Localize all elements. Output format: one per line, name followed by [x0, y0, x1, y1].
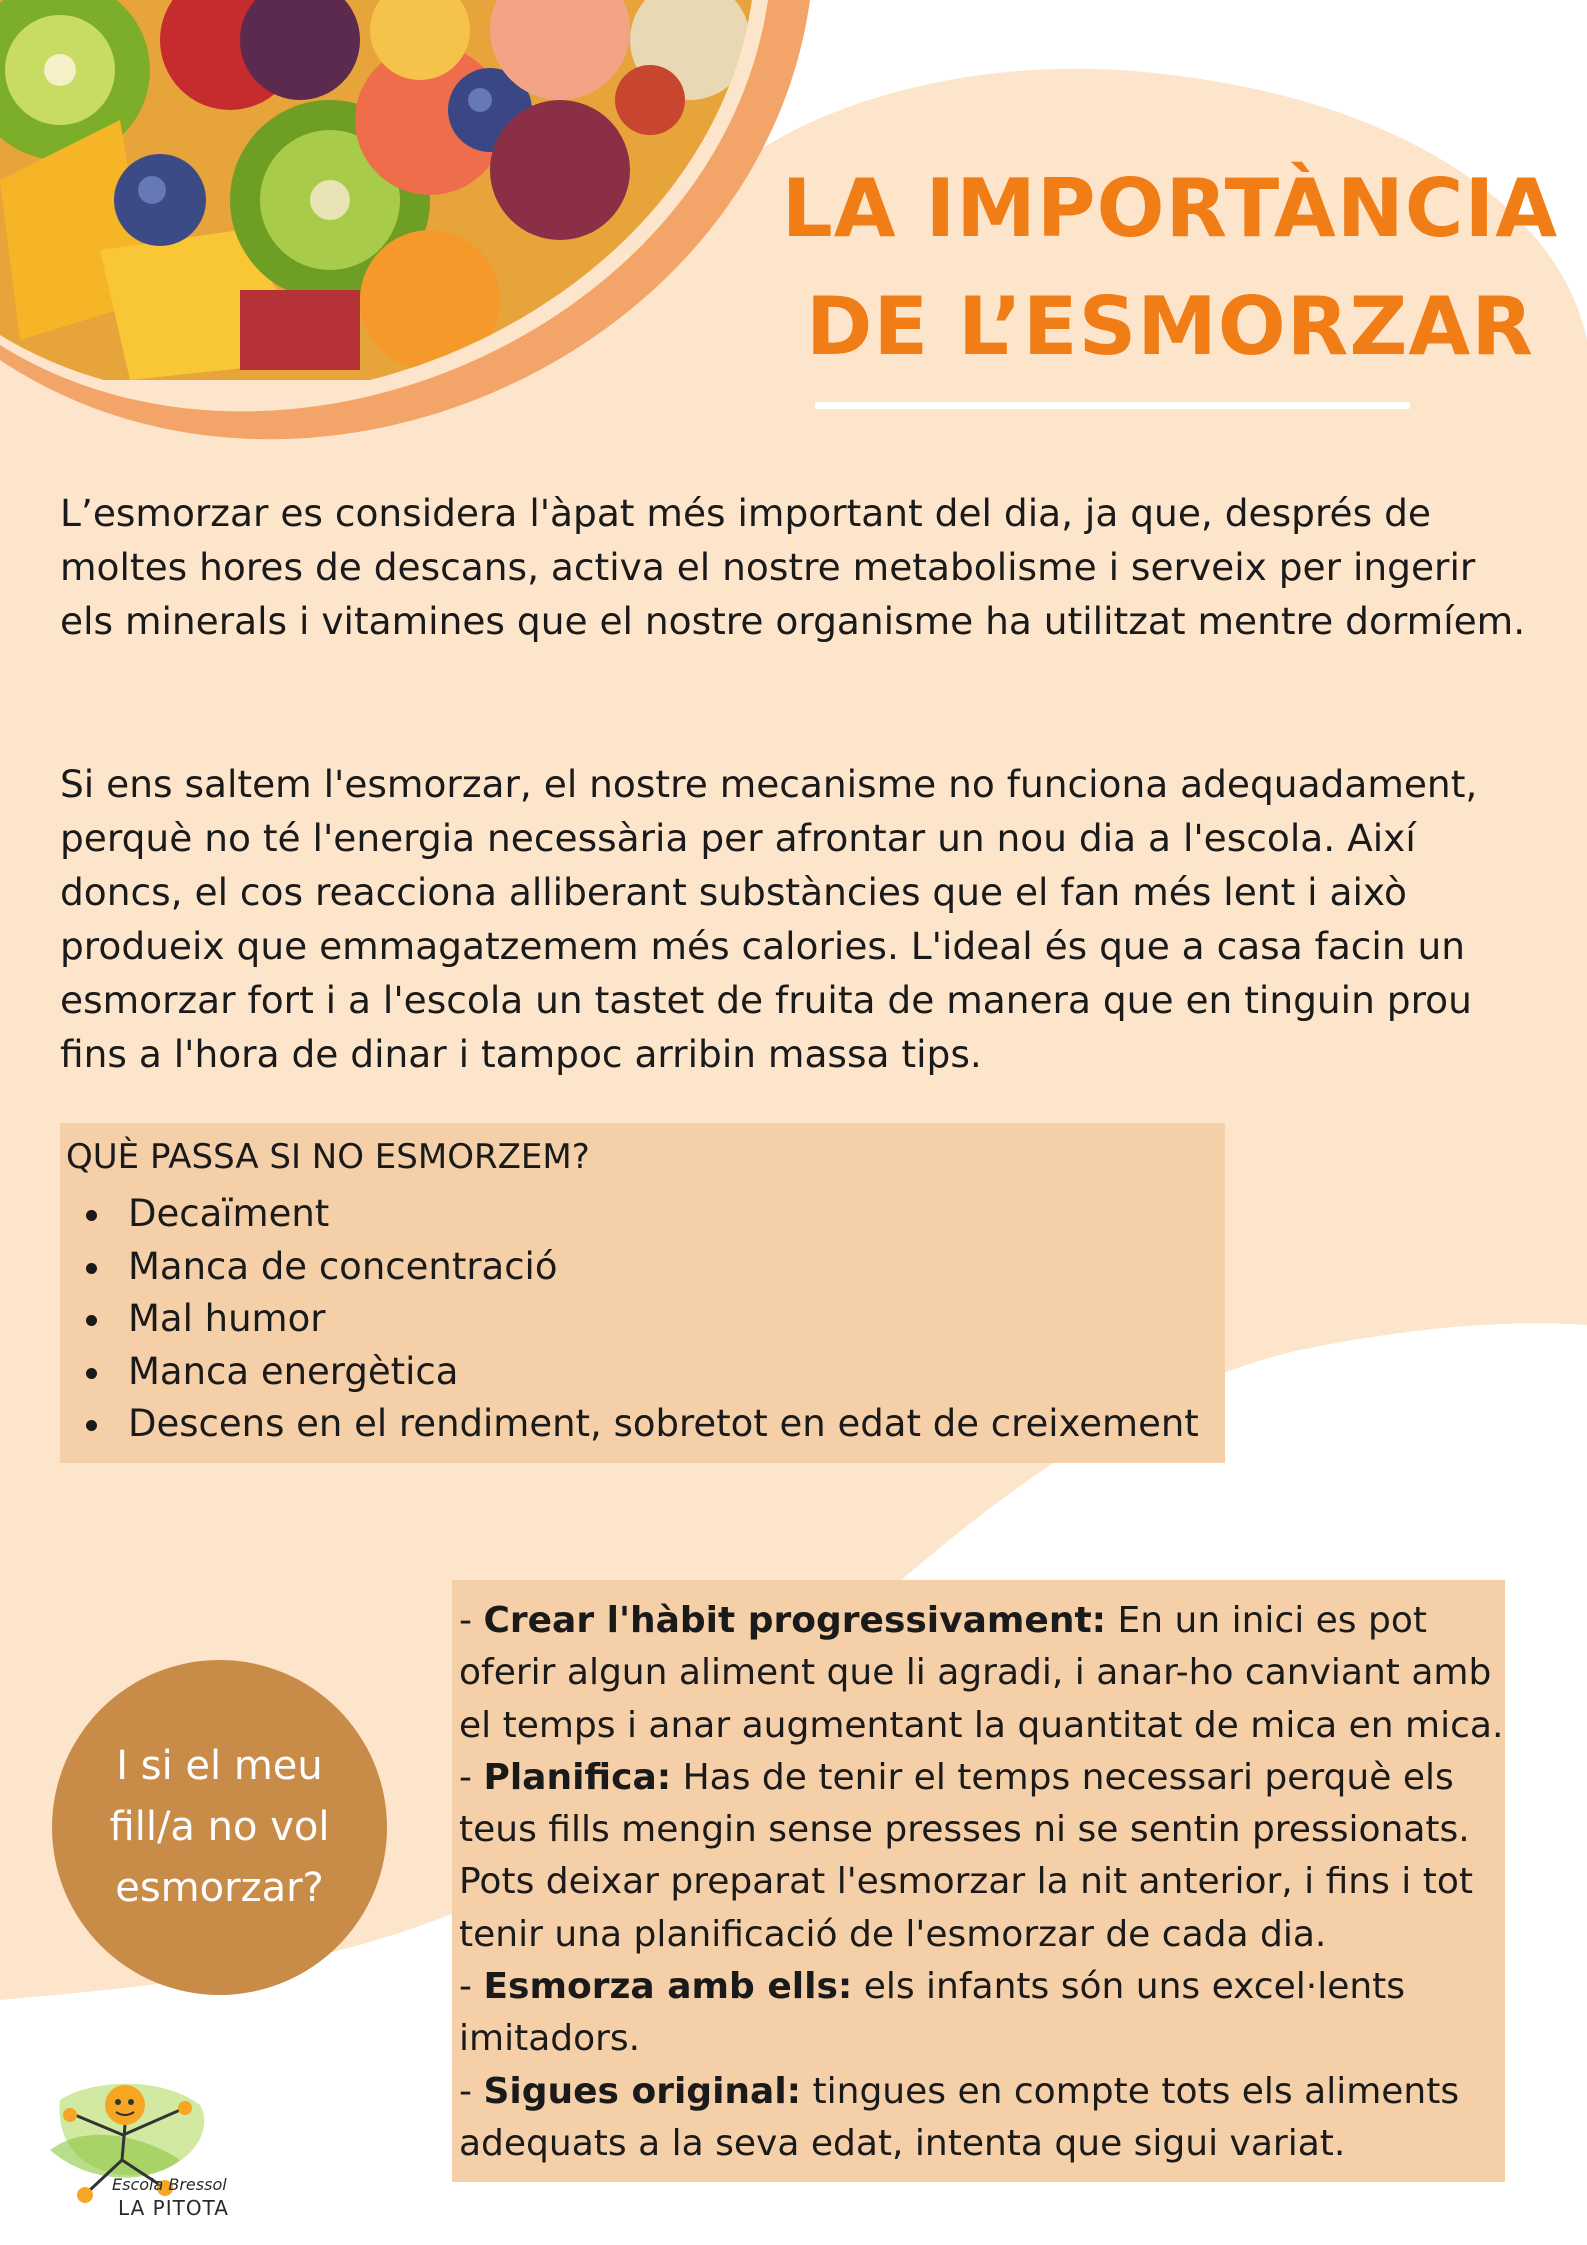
- consequences-box: [60, 1123, 1225, 1463]
- title-line-1: LA IMPORTÀNCIA: [781, 162, 1559, 255]
- logo-name: LA PITOTA: [118, 2196, 229, 2220]
- consequences-heading: QUÈ PASSA SI NO ESMORZEM?: [66, 1137, 590, 1177]
- page-title: [780, 150, 1560, 386]
- list-item: Decaïment: [68, 1188, 1199, 1241]
- question-text: I si el meu fill/a no vol esmorzar?: [109, 1743, 330, 1911]
- bullet-dot: [86, 1210, 97, 1221]
- bullet-dot: [86, 1315, 97, 1326]
- list-item: Descens en el rendiment, sobretot en edat de creixement: [68, 1398, 1199, 1451]
- tips-box: [452, 1580, 1505, 2182]
- question-circle: [52, 1660, 387, 1995]
- list-item: Mal humor: [68, 1293, 1199, 1346]
- tip-title: Esmorza amb ells:: [483, 1966, 853, 2008]
- tip-item: - Planifica: Has de tenir el temps necessari perquè els teus fills mengin sense presses ni se sentin pressionats. Pots deixar preparat l'esmorzar la nit anterior, i fins i tot tenir una planificació de l'esmorzar de cada dia.: [459, 1756, 1473, 1955]
- tips-list: [459, 1595, 1504, 2170]
- title-line-2: DE L’ESMORZAR: [806, 280, 1534, 373]
- logo-subtitle: Escola Bressol: [112, 2175, 227, 2194]
- bullet-dot: [86, 1368, 97, 1379]
- tip-title: Crear l'hàbit progressivament:: [483, 1600, 1107, 1641]
- consequences-list: [68, 1188, 1199, 1451]
- tip-title: Sigues original:: [483, 2070, 802, 2112]
- tip-item: - Sigues original: tingues en compte tots els aliments adequats a la seva edat, intenta que sigui variat.: [459, 2070, 1460, 2164]
- list-item: Manca energètica: [68, 1346, 1199, 1399]
- skip-breakfast-paragraph: Si ens saltem l'esmorzar, el nostre mecanisme no funciona adequadament, perquè no té l'energia necessària per afrontar un nou dia a l'escola. Així doncs, el cos reacciona alliberant substàncies que el fan més lent i això produeix que emmagatzemem més calories. L'ideal és que a casa facin un esmorzar fort i a l'escola un tastet de fruita de manera que en tinguin prou fins a l'hora de dinar i tampoc arribin massa tips.: [60, 762, 1478, 1076]
- intro-paragraph: L’esmorzar es considera l'àpat més important del dia, ja que, després de moltes hores de descans, activa el nostre metabolisme i serveix per ingerir els minerals i vitamines que el nostre organisme ha utilitzat mentre dormíem.: [60, 491, 1526, 643]
- tip-item: - Esmorza amb ells: els infants són uns excel·lents imitadors.: [459, 1966, 1406, 2060]
- school-logo: [30, 2060, 245, 2230]
- list-item: Manca de concentració: [68, 1241, 1199, 1294]
- tip-item: - Crear l'hàbit progressivament: En un inici es pot oferir algun aliment que li agradi, i anar-ho canviant amb el temps i anar augmentant la quantitat de mica en mica.: [459, 1600, 1504, 1746]
- title-underline: [815, 402, 1410, 409]
- bullet-dot: [86, 1420, 97, 1431]
- bullet-dot: [86, 1263, 97, 1274]
- tip-title: Planifica:: [483, 1756, 672, 1798]
